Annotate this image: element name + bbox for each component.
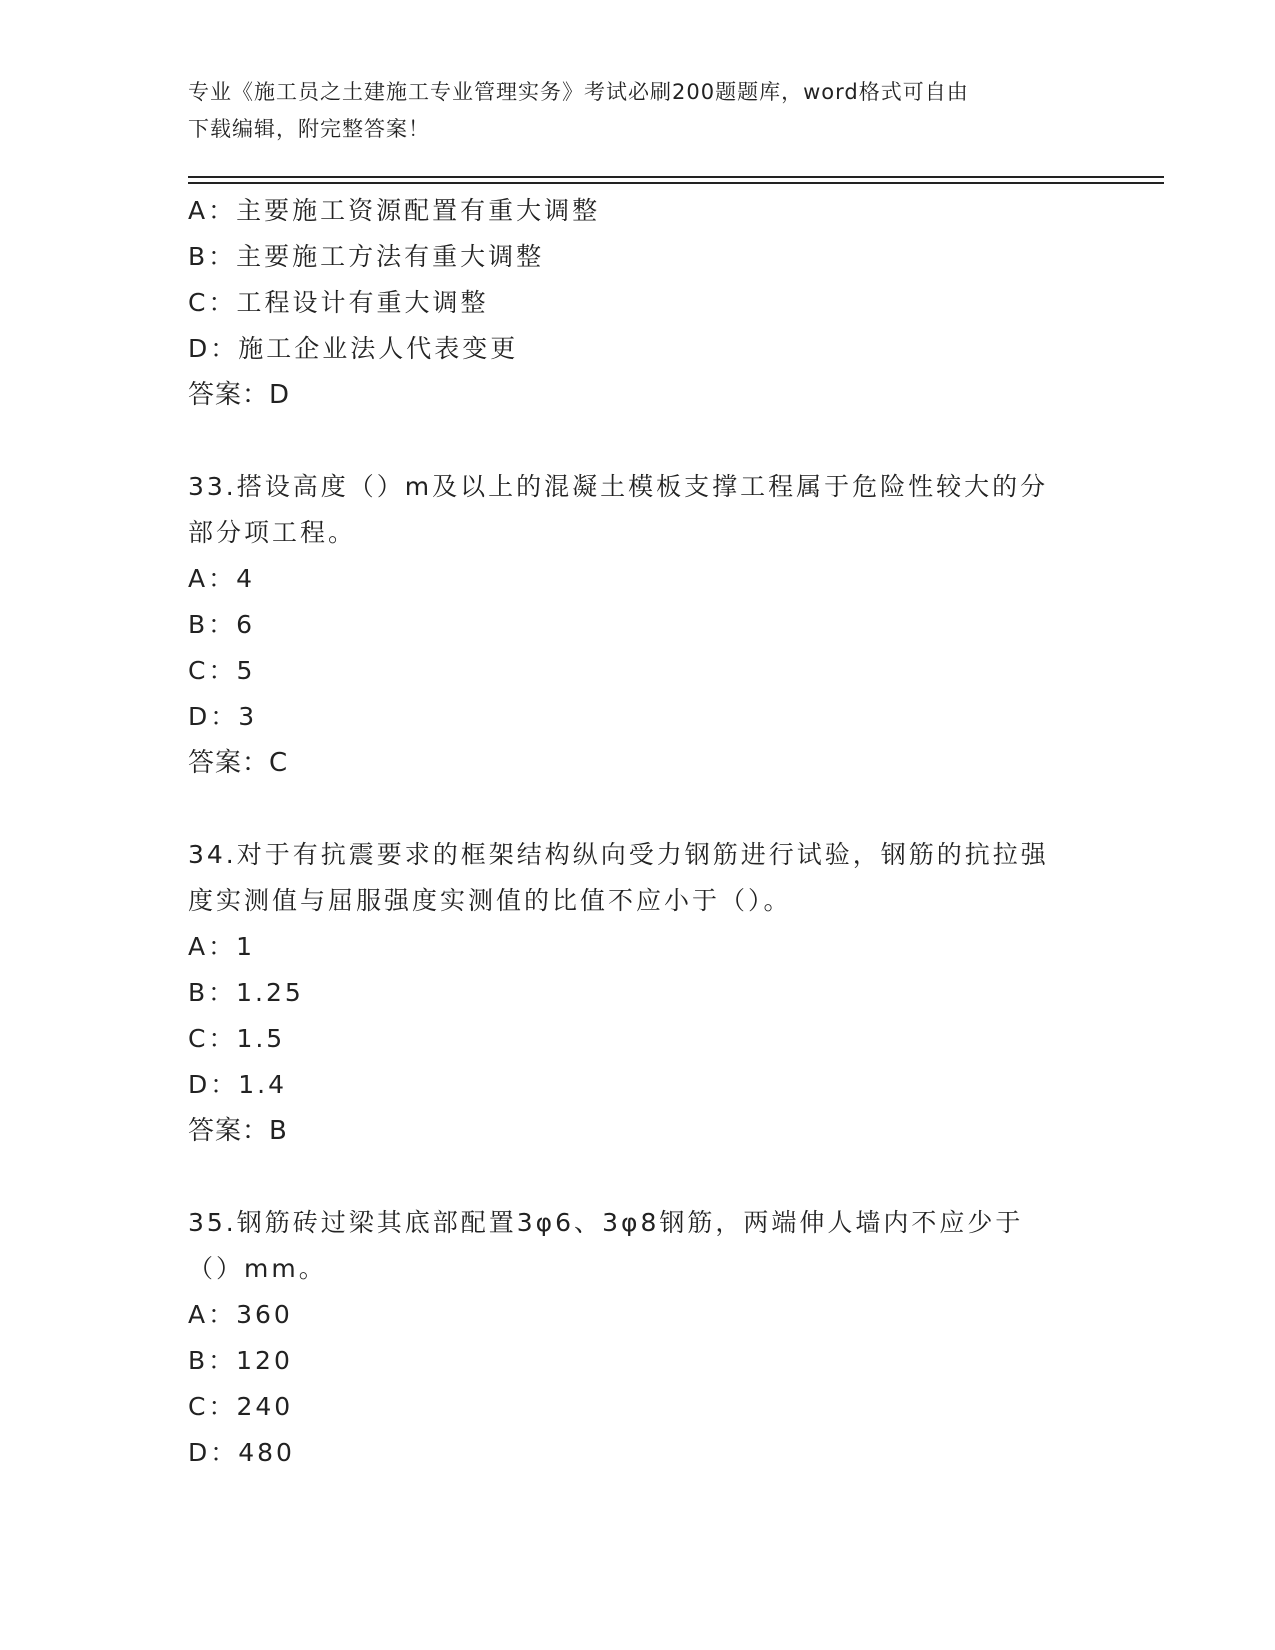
question-content	[188, 188, 1088, 1476]
option-a: A：主要施工资源配置有重大调整	[188, 196, 601, 225]
option-d: D：1.4	[188, 1070, 288, 1099]
question-text-line-2: 度实测值与屈服强度实测值的比值不应小于（）。	[188, 886, 792, 915]
option-b: B：6	[188, 610, 256, 639]
option-b: B：主要施工方法有重大调整	[188, 242, 545, 271]
question-32-block	[188, 188, 1088, 418]
option-a: A：1	[188, 932, 256, 961]
answer-label: 答案：C	[188, 748, 289, 778]
question-34-block	[188, 832, 1088, 1154]
question-text-line-1: 34.对于有抗震要求的框架结构纵向受力钢筋进行试验，钢筋的抗拉强	[188, 840, 1049, 869]
question-text-line-1: 35.钢筋砖过梁其底部配置3φ6、3φ8钢筋，两端伸人墙内不应少于	[188, 1208, 1024, 1237]
option-a: A：360	[188, 1300, 293, 1329]
header-divider-top	[188, 176, 1164, 178]
question-35-block	[188, 1200, 1088, 1476]
header-divider-bottom	[188, 182, 1164, 184]
question-33-block	[188, 464, 1088, 786]
option-b: B：120	[188, 1346, 293, 1375]
option-c: C：工程设计有重大调整	[188, 288, 489, 317]
question-text-line-2: 部分项工程。	[188, 518, 357, 547]
answer-label: 答案：B	[188, 1116, 288, 1146]
header-line-1: 专业《施工员之土建施工专业管理实务》考试必刷200题题库，word格式可自由	[188, 80, 969, 104]
option-d: D：施工企业法人代表变更	[188, 334, 519, 363]
option-c: C：5	[188, 656, 256, 685]
option-a: A：4	[188, 564, 256, 593]
answer-label: 答案：D	[188, 380, 291, 410]
header-line-2: 下载编辑，附完整答案！	[188, 117, 430, 141]
document-header	[188, 74, 1088, 148]
question-text-line-1: 33.搭设高度（）m及以上的混凝土模板支撑工程属于危险性较大的分	[188, 472, 1049, 501]
option-c: C：1.5	[188, 1024, 286, 1053]
option-d: D：480	[188, 1438, 295, 1467]
option-c: C：240	[188, 1392, 294, 1421]
question-text-line-2: （）mm。	[188, 1254, 327, 1283]
option-d: D：3	[188, 702, 258, 731]
option-b: B：1.25	[188, 978, 304, 1007]
